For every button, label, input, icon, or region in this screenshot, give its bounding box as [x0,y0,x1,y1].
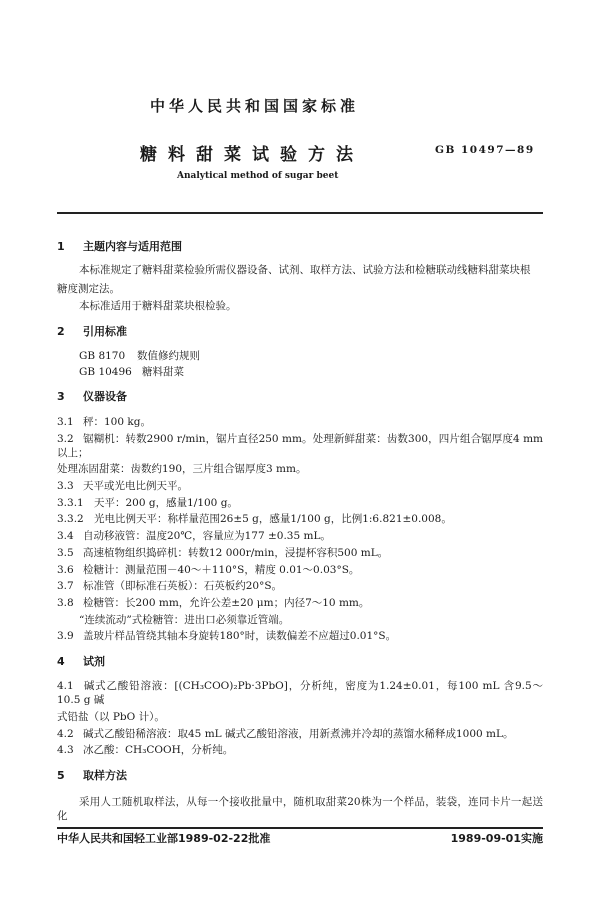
reference-code: GB 8170 [79,350,126,362]
clause-text: 天平：200 g，感量1/100 g。 [94,497,238,509]
english-title: Analytical method of sugar beet [177,171,339,181]
clause [57,563,543,577]
section-2-heading [57,325,543,339]
clause-text: 自动移液管：温度20℃，容量应为177 ±0.35 mL。 [83,530,331,542]
clause [57,727,543,741]
clause-text: 盖玻片样品管绕其轴本身旋转180°时，读数偏差不应超过0.01°S。 [83,630,397,642]
national-standard-heading: 中华人民共和国国家标准 [150,97,360,115]
clause-number: 3.6 [57,564,74,576]
reference-name: 数值修约规则 [137,350,200,362]
clause-text: 碱式乙酸铅稀溶液：取45 mL 碱式乙酸铅溶液，用新煮沸并冷却的蒸馏水稀释成1000 mL。 [83,728,514,740]
section-number: 2 [57,325,65,338]
section-5-heading [57,769,543,783]
clause [57,415,543,429]
footer [57,832,543,846]
section-1-heading [57,240,543,254]
section-4-heading [57,655,543,669]
clause-continuation: “连续流动”式检糖管：进出口必须靠近管端。 [79,614,290,626]
clause-number: 3.2 [57,433,74,445]
section-3-heading [57,390,543,404]
clause-text: 天平或光电比例天平。 [83,480,188,492]
document-body [57,240,543,846]
clause [57,432,543,460]
clause [57,596,543,610]
clause [57,579,543,593]
clause-number: 4.2 [57,728,74,740]
clause-text: 碱式乙酸铅溶液：[(CH₃COO)₂Pb·3PbO]，分析纯，密度为1.24±0.01，每100 mL 含9.5～10.5 g 碱 [57,680,543,706]
clause-text: 检糖管：长200 mm，允许公差±20 μm；内径7～10 mm。 [83,597,370,609]
standard-code: GB 10497—89 [435,144,535,156]
clause [57,479,543,493]
clause-text: 光电比例天平：称样量范围26±5 g，感量1/100 g，比例1:6.821±0.008。 [94,513,452,525]
clause-number: 3.7 [57,580,74,592]
header-divider [57,212,543,214]
clause-text: 冰乙酸：CH₃COOH，分析纯。 [83,744,234,756]
footer-divider [57,827,543,829]
paragraph: 本标准规定了糖料甜菜检验所需仪器设备、试剂、取样方法、试验方法和检糖联动线糖料甜菜块根 [79,264,531,276]
paragraph: 糖度测定法。 [57,283,120,295]
effective-date: 1989-09-01实施 [450,831,543,845]
clause-number: 3.4 [57,530,74,542]
clause [57,529,543,543]
paragraph: 本标准适用于糖料甜菜块根检验。 [79,300,237,312]
clause-number: 3.1 [57,416,74,428]
document-title: 糖料甜菜试验方法 [140,145,364,165]
reference-name: 糖料甜菜 [142,366,184,378]
clause [57,743,543,757]
clause-number: 3.8 [57,597,74,609]
clause-text: 检糖计：测量范围－40～＋110°S，精度 0.01～0.03°S。 [83,564,360,576]
section-number: 5 [57,769,65,782]
reference-code: GB 10496 [79,366,132,378]
clause-continuation: 处理冻固甜菜：齿数约190，三片组合锯厚度3 mm。 [57,463,307,475]
clause-number: 3.5 [57,547,74,559]
clause-number: 3.3.2 [57,513,84,525]
paragraph: 采用人工随机取样法，从每一个接收批量中，随机取甜菜20株为一个样品，装袋，连同卡片一起送化 [57,796,543,822]
clause-number: 4.3 [57,744,74,756]
clause-number: 3.3 [57,480,74,492]
reference-item [57,365,543,379]
clause-text: 标准管（即标准石英板）：石英板约20°S。 [83,580,283,592]
section-title: 试剂 [83,655,105,668]
clause-continuation: 式铅盐（以 PbO 计）。 [57,711,165,723]
clause [57,679,543,707]
section-title: 取样方法 [83,769,127,782]
clause-number: 3.3.1 [57,497,84,509]
approval-note: 中华人民共和国轻工业部1989-02-22批准 [57,831,271,845]
clause-number: 3.9 [57,630,74,642]
clause [57,512,543,526]
clause-number: 4.1 [57,680,74,692]
clause [57,629,543,643]
clause-text: 秤：100 kg。 [83,416,151,428]
section-number: 1 [57,240,65,253]
section-number: 4 [57,655,65,668]
clause [57,546,543,560]
section-title: 主题内容与适用范围 [83,240,182,253]
section-number: 3 [57,390,65,403]
section-title: 引用标准 [83,325,127,338]
clause-text: 高速植物组织捣碎机：转数12 000r/min，浸提杯容积500 mL。 [83,547,389,559]
clause [57,496,543,510]
reference-item [57,349,543,363]
clause-text: 锯糊机：转数2900 r/min，锯片直径250 mm。处理新鲜甜菜：齿数300，四片组合锯厚度4 mm 以上； [57,433,543,459]
section-title: 仪器设备 [83,390,127,403]
